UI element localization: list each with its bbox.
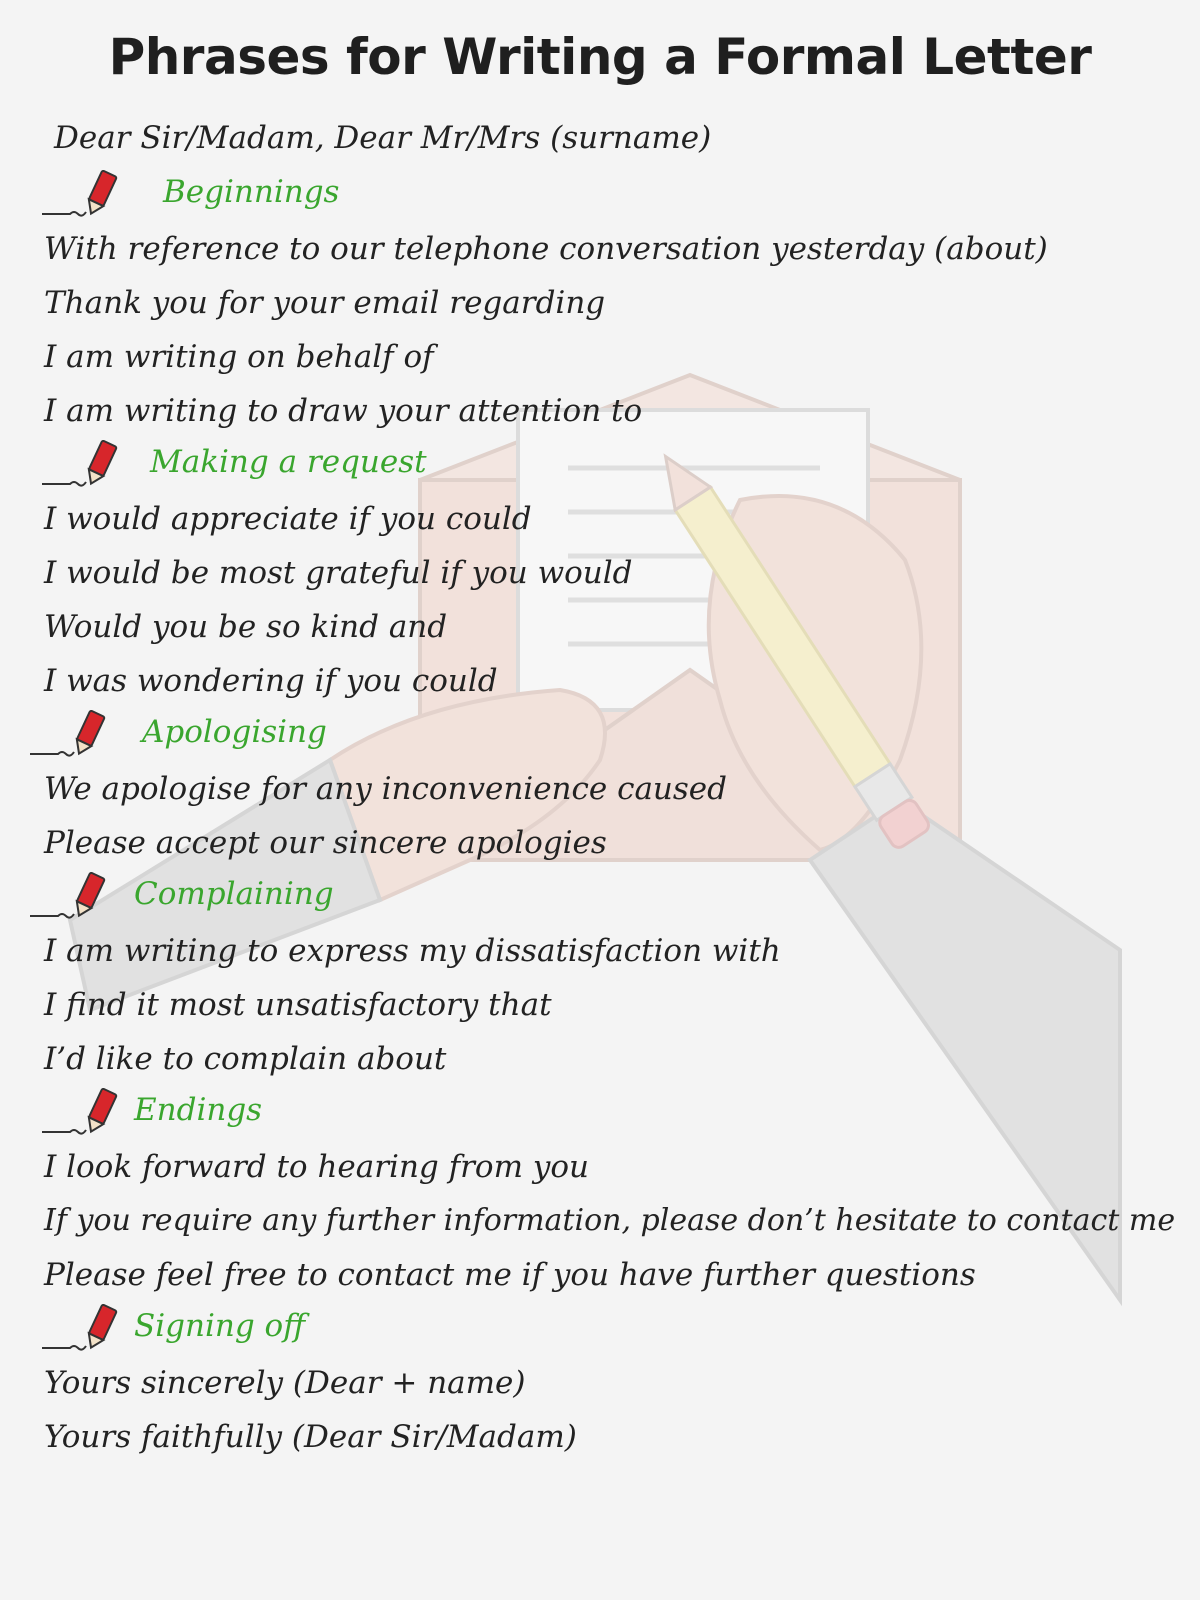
page-title: Phrases for Writing a Formal Letter: [108, 28, 1092, 86]
section-heading-text: Apologising: [142, 714, 327, 750]
section-heading-making-a-request: [28, 438, 1188, 492]
phrase-list: [28, 168, 1188, 1464]
phrase-item: Please accept our sincere apologies: [44, 825, 607, 861]
pencil-icon: [40, 1304, 122, 1354]
pencil-icon: [28, 710, 110, 760]
pencil-icon: [40, 170, 122, 220]
phrase-item: If you require any further information, please don’t hesitate to contact me: [44, 1203, 1176, 1238]
section-heading-text: Complaining: [134, 876, 334, 912]
phrase-item: I am writing to draw your attention to: [44, 393, 643, 429]
phrase-item: With reference to our telephone conversation yesterday (about): [44, 231, 1048, 267]
section-heading-text: Signing off: [134, 1308, 306, 1344]
pencil-icon: [40, 440, 122, 490]
phrase-item: I would be most grateful if you would: [44, 555, 633, 591]
phrase-item: I’d like to complain about: [44, 1041, 447, 1077]
section-heading-apologising: [28, 708, 1188, 762]
phrase-item: Thank you for your email regarding: [44, 285, 606, 321]
phrase-item: Would you be so kind and: [44, 609, 448, 645]
greeting-line: Dear Sir/Madam, Dear Mr/Mrs (surname): [54, 120, 712, 156]
phrase-item: I am writing to express my dissatisfaction with: [44, 933, 781, 969]
section-heading-text: Endings: [134, 1092, 263, 1128]
section-heading-text: Making a request: [150, 444, 427, 480]
phrase-item: Yours sincerely (Dear + name): [44, 1365, 526, 1401]
pencil-icon: [40, 1088, 122, 1138]
section-heading-signing-off: [28, 1302, 1188, 1356]
phrase-item: I would appreciate if you could: [44, 501, 532, 537]
phrase-item: We apologise for any inconvenience caused: [44, 771, 727, 807]
phrase-item: I was wondering if you could: [44, 663, 498, 699]
section-heading-text: Beginnings: [163, 174, 340, 210]
phrase-item: Yours faithfully (Dear Sir/Madam): [44, 1419, 577, 1455]
section-heading-complaining: [28, 870, 1188, 924]
pencil-icon: [28, 872, 110, 922]
section-heading-endings: [28, 1086, 1188, 1140]
phrase-item: I am writing on behalf of: [44, 339, 434, 375]
phrase-item: I find it most unsatisfactory that: [44, 987, 552, 1023]
phrase-item: I look forward to hearing from you: [44, 1149, 589, 1185]
phrase-item: Please feel free to contact me if you have further questions: [44, 1257, 976, 1293]
section-heading-beginnings: [28, 168, 1188, 222]
